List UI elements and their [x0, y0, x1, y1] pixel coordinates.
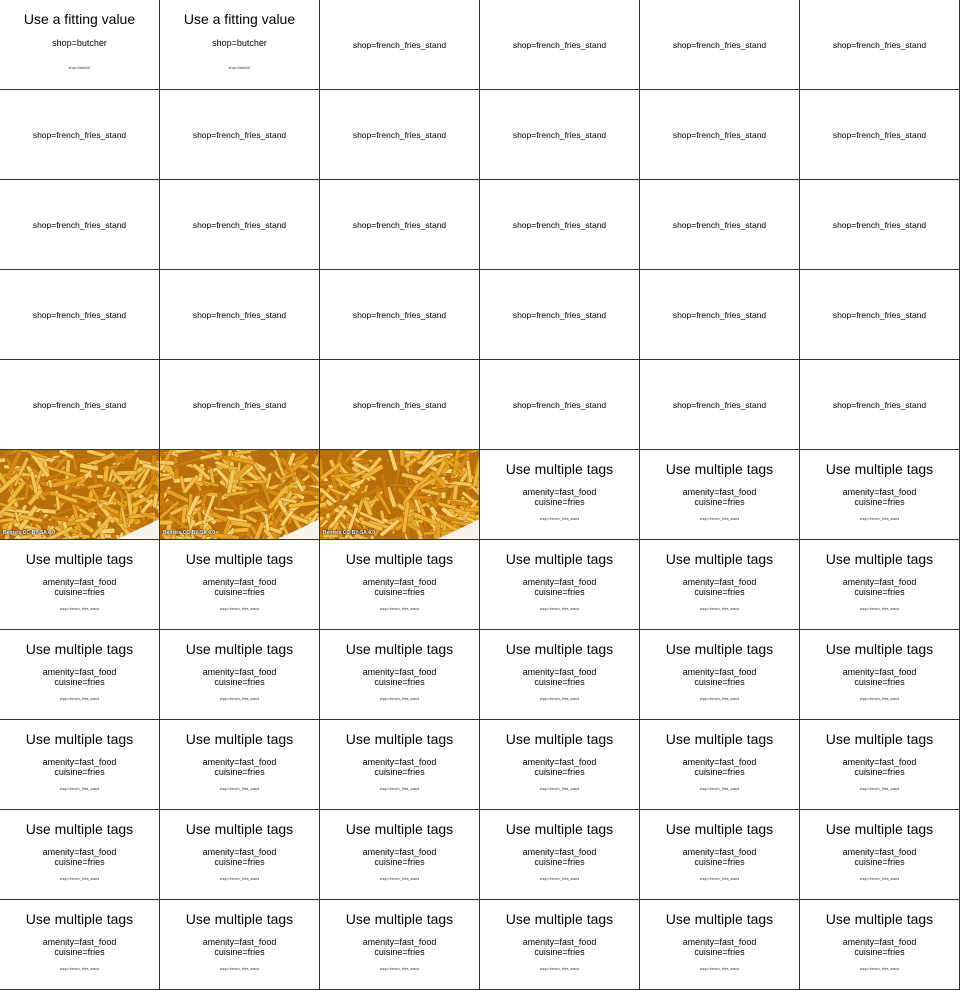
tag-line: shop=french_fries_stand: [672, 220, 767, 230]
tile-title: Use multiple tags: [25, 551, 134, 567]
tag-line: shop=french_fries_stand: [672, 400, 767, 410]
multiple-tags-tile: [0, 810, 160, 900]
tile-footnote: shop=french_fries_stand: [859, 607, 900, 611]
tag-line: cuisine=fries: [854, 497, 905, 507]
tile-title: Use a fitting value: [183, 11, 296, 27]
tile-footnote: shop=french_fries_stand: [859, 787, 900, 791]
tag-line: amenity=fast_food: [202, 937, 277, 947]
tile-footnote: shop=french_fries_stand: [59, 697, 100, 701]
tile-tags: [640, 487, 799, 507]
tag-line: cuisine=fries: [214, 767, 265, 777]
tag-line: amenity=fast_food: [362, 847, 437, 857]
multiple-tags-tile: [320, 720, 480, 810]
tag-line: shop=french_fries_stand: [192, 310, 287, 320]
tag-tile: [320, 270, 480, 360]
tag-line: cuisine=fries: [694, 587, 745, 597]
multiple-tags-tile: [640, 450, 800, 540]
tile-title: Use multiple tags: [665, 641, 774, 657]
tile-title: Use multiple tags: [505, 461, 614, 477]
tag-line: cuisine=fries: [534, 677, 585, 687]
multiple-tags-tile: [320, 540, 480, 630]
tile-tags: [480, 667, 639, 687]
tag-line: cuisine=fries: [694, 497, 745, 507]
tile-footnote: shop=butcher: [68, 66, 91, 70]
tile-tags: [800, 847, 959, 867]
tile-tags: [320, 667, 479, 687]
multiple-tags-tile: [0, 720, 160, 810]
tag-line: cuisine=fries: [214, 587, 265, 597]
multiple-tags-tile: [640, 810, 800, 900]
tile-title: Use multiple tags: [505, 731, 614, 747]
tile-tags: [0, 38, 159, 48]
tile-title: Use multiple tags: [505, 551, 614, 567]
tile-tags: [320, 577, 479, 597]
tag-line: cuisine=fries: [694, 767, 745, 777]
tag-line: cuisine=fries: [534, 947, 585, 957]
tag-line: cuisine=fries: [374, 857, 425, 867]
multiple-tags-tile: [160, 810, 320, 900]
tile-tags: [800, 487, 959, 507]
tag-line: cuisine=fries: [694, 947, 745, 957]
tile-footnote: shop=french_fries_stand: [859, 967, 900, 971]
tag-line: amenity=fast_food: [362, 757, 437, 767]
tile-tags: [160, 937, 319, 957]
tag-tile: [160, 360, 320, 450]
tile-footnote: shop=french_fries_stand: [379, 607, 420, 611]
tag-line: amenity=fast_food: [842, 487, 917, 497]
tag-line: cuisine=fries: [374, 947, 425, 957]
photo-tile: [0, 450, 160, 540]
tile-footnote: shop=french_fries_stand: [699, 607, 740, 611]
multiple-tags-tile: [160, 720, 320, 810]
photo-credit: Benreis CC-BY-SA 4.0: [163, 530, 216, 536]
tile-title: Use multiple tags: [665, 731, 774, 747]
tag-line: cuisine=fries: [534, 497, 585, 507]
tag-line: cuisine=fries: [54, 857, 105, 867]
tag-line: shop=french_fries_stand: [352, 400, 447, 410]
tag-line: cuisine=fries: [854, 677, 905, 687]
tile-title: Use multiple tags: [825, 821, 934, 837]
tag-line: cuisine=fries: [54, 587, 105, 597]
tile-footnote: shop=french_fries_stand: [699, 787, 740, 791]
tile-title: Use multiple tags: [345, 821, 454, 837]
tag-line: cuisine=fries: [54, 767, 105, 777]
tag-line: cuisine=fries: [854, 587, 905, 597]
tag-line: cuisine=fries: [54, 947, 105, 957]
tag-line: amenity=fast_food: [202, 577, 277, 587]
tag-line: cuisine=fries: [214, 857, 265, 867]
multiple-tags-tile: [800, 540, 960, 630]
tag-line: amenity=fast_food: [42, 757, 117, 767]
tile-tags: [480, 847, 639, 867]
tile-tags: [640, 577, 799, 597]
tile-title: Use multiple tags: [345, 641, 454, 657]
tile-title: Use multiple tags: [25, 641, 134, 657]
tag-line: shop=french_fries_stand: [512, 400, 607, 410]
tag-line: amenity=fast_food: [682, 757, 757, 767]
tag-line: shop=french_fries_stand: [512, 310, 607, 320]
tag-tile: [800, 0, 960, 90]
tile-title: Use multiple tags: [665, 551, 774, 567]
photo-tile: [160, 450, 320, 540]
tag-line: shop=french_fries_stand: [32, 400, 127, 410]
multiple-tags-tile: [480, 900, 640, 990]
tag-line: amenity=fast_food: [42, 847, 117, 857]
tag-tile: [640, 270, 800, 360]
tag-line: amenity=fast_food: [682, 847, 757, 857]
tile-title: Use multiple tags: [665, 461, 774, 477]
tile-footnote: shop=french_fries_stand: [859, 697, 900, 701]
tag-line: shop=french_fries_stand: [672, 40, 767, 50]
multiple-tags-tile: [640, 540, 800, 630]
tile-title: Use multiple tags: [825, 461, 934, 477]
tile-tags: [160, 757, 319, 777]
tile-tags: [640, 847, 799, 867]
tag-line: cuisine=fries: [214, 677, 265, 687]
tag-line: shop=french_fries_stand: [192, 400, 287, 410]
tile-tags: [480, 577, 639, 597]
tag-tile: [320, 180, 480, 270]
tag-line: cuisine=fries: [374, 677, 425, 687]
tile-title: Use multiple tags: [505, 911, 614, 927]
tile-title: Use multiple tags: [345, 911, 454, 927]
multiple-tags-tile: [800, 900, 960, 990]
tile-tags: [800, 577, 959, 597]
tile-footnote: shop=french_fries_stand: [59, 607, 100, 611]
tile-title: Use multiple tags: [825, 911, 934, 927]
tile-tags: [0, 757, 159, 777]
tile-footnote: shop=french_fries_stand: [699, 517, 740, 521]
tag-line: amenity=fast_food: [522, 937, 597, 947]
tag-tile: [320, 0, 480, 90]
tag-line: shop=butcher: [212, 38, 267, 48]
tag-line: cuisine=fries: [694, 677, 745, 687]
multiple-tags-tile: [160, 630, 320, 720]
tile-footnote: shop=french_fries_stand: [59, 787, 100, 791]
tile-footnote: shop=french_fries_stand: [379, 877, 420, 881]
tag-tile: [320, 360, 480, 450]
tile-tags: [640, 757, 799, 777]
tile-title: Use multiple tags: [185, 641, 294, 657]
photo-tile: [320, 450, 480, 540]
tile-footnote: shop=french_fries_stand: [219, 787, 260, 791]
tile-title: Use multiple tags: [25, 821, 134, 837]
tile-tags: [480, 757, 639, 777]
french-fries-photo-icon: [320, 450, 479, 539]
tag-tile: [800, 360, 960, 450]
multiple-tags-tile: [640, 630, 800, 720]
tag-line: amenity=fast_food: [522, 487, 597, 497]
tile-footnote: shop=french_fries_stand: [539, 607, 580, 611]
tag-line: amenity=fast_food: [842, 847, 917, 857]
tile-title: Use multiple tags: [345, 551, 454, 567]
multiple-tags-tile: [0, 900, 160, 990]
tag-line: amenity=fast_food: [842, 577, 917, 587]
tile-footnote: shop=french_fries_stand: [379, 967, 420, 971]
tag-line: cuisine=fries: [854, 947, 905, 957]
tile-title: Use multiple tags: [25, 731, 134, 747]
multiple-tags-tile: [480, 630, 640, 720]
tag-line: shop=french_fries_stand: [192, 130, 287, 140]
tile-tags: [640, 667, 799, 687]
tag-line: shop=french_fries_stand: [32, 310, 127, 320]
tag-line: shop=french_fries_stand: [832, 400, 927, 410]
tile-title: Use multiple tags: [665, 821, 774, 837]
tile-footnote: shop=french_fries_stand: [539, 877, 580, 881]
tile-tags: [320, 937, 479, 957]
tag-line: amenity=fast_food: [42, 667, 117, 677]
tile-footnote: shop=french_fries_stand: [539, 517, 580, 521]
tag-line: shop=french_fries_stand: [352, 40, 447, 50]
tag-line: shop=french_fries_stand: [832, 220, 927, 230]
fitting-value-tile: [0, 0, 160, 90]
tag-line: amenity=fast_food: [682, 487, 757, 497]
tile-title: Use multiple tags: [345, 731, 454, 747]
tile-footnote: shop=french_fries_stand: [219, 967, 260, 971]
tile-tags: [0, 667, 159, 687]
tag-tile: [640, 0, 800, 90]
tile-footnote: shop=french_fries_stand: [59, 877, 100, 881]
tile-footnote: shop=french_fries_stand: [539, 967, 580, 971]
tag-line: shop=french_fries_stand: [352, 220, 447, 230]
tag-line: cuisine=fries: [374, 587, 425, 597]
tag-line: amenity=fast_food: [42, 577, 117, 587]
tile-footnote: shop=french_fries_stand: [219, 877, 260, 881]
tag-line: amenity=fast_food: [202, 757, 277, 767]
tile-tags: [800, 937, 959, 957]
tag-tile: [0, 90, 160, 180]
tag-line: amenity=fast_food: [682, 667, 757, 677]
tile-tags: [160, 38, 319, 48]
tag-tile: [480, 360, 640, 450]
tag-line: amenity=fast_food: [202, 847, 277, 857]
tile-footnote: shop=butcher: [228, 66, 251, 70]
tag-line: amenity=fast_food: [362, 577, 437, 587]
multiple-tags-tile: [320, 810, 480, 900]
tag-line: amenity=fast_food: [202, 667, 277, 677]
french-fries-photo-icon: [160, 450, 319, 539]
tile-title: Use multiple tags: [825, 731, 934, 747]
tag-tile: [160, 90, 320, 180]
tag-line: shop=french_fries_stand: [32, 130, 127, 140]
tag-line: shop=french_fries_stand: [352, 310, 447, 320]
tile-footnote: shop=french_fries_stand: [379, 787, 420, 791]
tag-tile: [160, 270, 320, 360]
tile-title: Use multiple tags: [825, 641, 934, 657]
tag-line: amenity=fast_food: [842, 757, 917, 767]
tag-line: shop=french_fries_stand: [512, 40, 607, 50]
tag-line: shop=french_fries_stand: [512, 130, 607, 140]
tile-footnote: shop=french_fries_stand: [539, 787, 580, 791]
tile-title: Use multiple tags: [185, 821, 294, 837]
tag-line: cuisine=fries: [54, 677, 105, 687]
tag-line: amenity=fast_food: [522, 667, 597, 677]
multiple-tags-tile: [320, 900, 480, 990]
multiple-tags-tile: [480, 540, 640, 630]
multiple-tags-tile: [480, 720, 640, 810]
tag-line: shop=french_fries_stand: [832, 130, 927, 140]
multiple-tags-tile: [800, 720, 960, 810]
tag-line: cuisine=fries: [534, 767, 585, 777]
photo-credit: Benreis CC-BY-SA 4.0: [3, 530, 56, 536]
tag-line: amenity=fast_food: [362, 937, 437, 947]
tile-footnote: shop=french_fries_stand: [59, 967, 100, 971]
tag-line: shop=french_fries_stand: [672, 310, 767, 320]
tag-tile: [800, 90, 960, 180]
photo-credit: Benreis CC-BY-SA 4.0: [323, 530, 376, 536]
tag-line: cuisine=fries: [214, 947, 265, 957]
tile-title: Use a fitting value: [23, 11, 136, 27]
tag-tile: [800, 180, 960, 270]
tag-tile: [480, 270, 640, 360]
tag-line: amenity=fast_food: [682, 937, 757, 947]
tag-tile: [320, 90, 480, 180]
tile-title: Use multiple tags: [825, 551, 934, 567]
multiple-tags-tile: [800, 630, 960, 720]
tile-title: Use multiple tags: [505, 821, 614, 837]
tag-tile: [480, 180, 640, 270]
multiple-tags-tile: [160, 540, 320, 630]
tile-title: Use multiple tags: [505, 641, 614, 657]
tag-line: cuisine=fries: [854, 857, 905, 867]
tile-tags: [480, 937, 639, 957]
tile-tags: [0, 577, 159, 597]
tile-footnote: shop=french_fries_stand: [699, 877, 740, 881]
multiple-tags-tile: [480, 810, 640, 900]
tag-line: amenity=fast_food: [842, 667, 917, 677]
tag-line: amenity=fast_food: [522, 577, 597, 587]
tag-line: shop=french_fries_stand: [832, 40, 927, 50]
tile-tags: [0, 937, 159, 957]
tag-line: shop=butcher: [52, 38, 107, 48]
multiple-tags-tile: [480, 450, 640, 540]
tag-tile: [480, 0, 640, 90]
tag-line: shop=french_fries_stand: [832, 310, 927, 320]
multiple-tags-tile: [0, 540, 160, 630]
tag-tile: [0, 360, 160, 450]
tile-footnote: shop=french_fries_stand: [699, 967, 740, 971]
tag-tile: [640, 180, 800, 270]
tag-tile: [0, 270, 160, 360]
multiple-tags-tile: [0, 630, 160, 720]
tile-title: Use multiple tags: [185, 911, 294, 927]
tile-title: Use multiple tags: [665, 911, 774, 927]
tag-line: cuisine=fries: [374, 767, 425, 777]
fitting-value-tile: [160, 0, 320, 90]
tag-line: cuisine=fries: [534, 587, 585, 597]
tag-tile: [640, 360, 800, 450]
multiple-tags-tile: [320, 630, 480, 720]
tile-footnote: shop=french_fries_stand: [219, 697, 260, 701]
tile-tags: [0, 847, 159, 867]
tag-line: amenity=fast_food: [682, 577, 757, 587]
tag-line: shop=french_fries_stand: [192, 220, 287, 230]
tag-tile: [480, 90, 640, 180]
tag-line: amenity=fast_food: [522, 757, 597, 767]
tag-line: shop=french_fries_stand: [672, 130, 767, 140]
tile-tags: [160, 847, 319, 867]
tile-footnote: shop=french_fries_stand: [859, 517, 900, 521]
tag-line: amenity=fast_food: [842, 937, 917, 947]
multiple-tags-tile: [800, 810, 960, 900]
multiple-tags-tile: [800, 450, 960, 540]
multiple-tags-tile: [640, 720, 800, 810]
tag-line: cuisine=fries: [854, 767, 905, 777]
tile-title: Use multiple tags: [25, 911, 134, 927]
tag-line: shop=french_fries_stand: [32, 220, 127, 230]
tag-line: amenity=fast_food: [522, 847, 597, 857]
tile-footnote: shop=french_fries_stand: [859, 877, 900, 881]
multiple-tags-tile: [640, 900, 800, 990]
tag-line: shop=french_fries_stand: [352, 130, 447, 140]
tag-tile: [800, 270, 960, 360]
tile-tags: [800, 757, 959, 777]
tile-title: Use multiple tags: [185, 731, 294, 747]
tile-tags: [160, 667, 319, 687]
tile-tags: [800, 667, 959, 687]
tile-footnote: shop=french_fries_stand: [379, 697, 420, 701]
tile-tags: [640, 937, 799, 957]
multiple-tags-tile: [160, 900, 320, 990]
french-fries-photo-icon: [0, 450, 159, 539]
tag-line: amenity=fast_food: [362, 667, 437, 677]
tile-tags: [320, 847, 479, 867]
tag-line: cuisine=fries: [534, 857, 585, 867]
tag-tile: [0, 180, 160, 270]
tag-tile: [640, 90, 800, 180]
tile-tags: [320, 757, 479, 777]
tile-title: Use multiple tags: [185, 551, 294, 567]
tile-footnote: shop=french_fries_stand: [219, 607, 260, 611]
tile-footnote: shop=french_fries_stand: [699, 697, 740, 701]
tag-line: cuisine=fries: [694, 857, 745, 867]
tag-tile: [160, 180, 320, 270]
tile-tags: [160, 577, 319, 597]
tile-footnote: shop=french_fries_stand: [539, 697, 580, 701]
tile-tags: [480, 487, 639, 507]
tag-line: shop=french_fries_stand: [512, 220, 607, 230]
tag-line: amenity=fast_food: [42, 937, 117, 947]
